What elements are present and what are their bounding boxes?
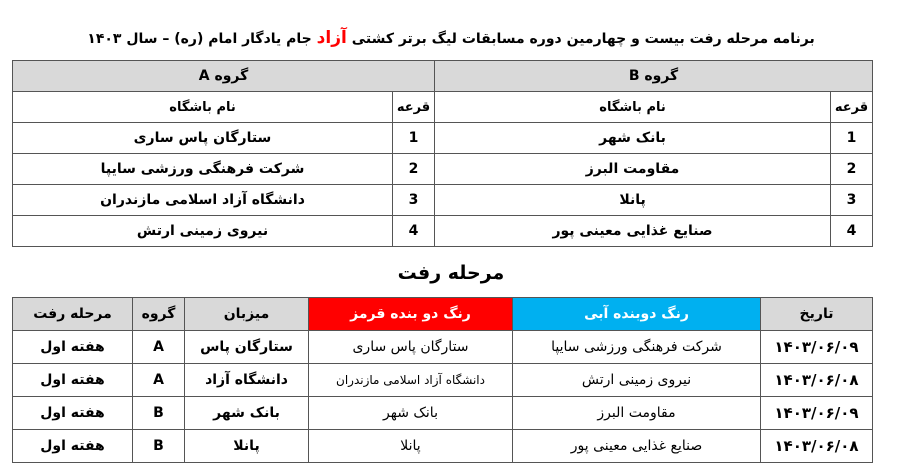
group-letter: A	[133, 364, 185, 397]
col-club-a: نام باشگاه	[13, 92, 393, 123]
group-letter: B	[133, 430, 185, 463]
col-blue-singlet: رنگ دوبنده آبی	[513, 298, 761, 331]
schedule-table	[12, 297, 873, 463]
col-draw-a: قرعه	[393, 92, 435, 123]
col-host: میزبان	[185, 298, 309, 331]
club-a: دانشگاه آزاد اسلامی مازندران	[13, 185, 393, 216]
draw-b: 1	[831, 123, 873, 154]
stage-week: هفته اول	[13, 430, 133, 463]
draw-a: 2	[393, 154, 435, 185]
group-b-title: گروه B	[435, 61, 873, 92]
club-a: شرکت فرهنگی ورزشی سایپا	[13, 154, 393, 185]
col-draw-b: قرعه	[831, 92, 873, 123]
red-team: ستارگان پاس ساری	[309, 331, 513, 364]
stage-week: هفته اول	[13, 397, 133, 430]
stage-week: هفته اول	[13, 331, 133, 364]
group-row	[13, 216, 873, 247]
schedule-row	[13, 331, 873, 364]
host-team: پانلا	[185, 430, 309, 463]
group-letter: B	[133, 397, 185, 430]
host-team: ستارگان پاس	[185, 331, 309, 364]
club-b: بانک شهر	[435, 123, 831, 154]
draw-a: 4	[393, 216, 435, 247]
title-before: برنامه مرحله رفت بیست و چهارمین دوره مسابقات لیگ برتر کشتی	[351, 31, 815, 47]
col-date: تاریخ	[761, 298, 873, 331]
col-group: گروه	[133, 298, 185, 331]
schedule-row	[13, 364, 873, 397]
col-red-singlet: رنگ دو بنده قرمز	[309, 298, 513, 331]
section-title: مرحله رفت	[397, 262, 505, 284]
red-team: بانک شهر	[309, 397, 513, 430]
club-a: نیروی زمینی ارتش	[13, 216, 393, 247]
draw-b: 4	[831, 216, 873, 247]
stage-week: هفته اول	[13, 364, 133, 397]
page-title	[0, 28, 902, 48]
blue-team: شرکت فرهنگی ورزشی سایپا	[513, 331, 761, 364]
draw-a: 3	[393, 185, 435, 216]
match-date: ۱۴۰۳/۰۶/۰۸	[761, 364, 873, 397]
blue-team: صنایع غذایی معینی پور	[513, 430, 761, 463]
match-date: ۱۴۰۳/۰۶/۰۹	[761, 397, 873, 430]
draw-a: 1	[393, 123, 435, 154]
blue-team: مقاومت البرز	[513, 397, 761, 430]
match-date: ۱۴۰۳/۰۶/۰۸	[761, 430, 873, 463]
title-after: جام یادگار امام (ره) – سال ۱۴۰۳	[87, 31, 312, 47]
club-b: مقاومت البرز	[435, 154, 831, 185]
group-a-title: گروه A	[13, 61, 435, 92]
group-row	[13, 185, 873, 216]
schedule-row	[13, 397, 873, 430]
red-team: پانلا	[309, 430, 513, 463]
col-stage: مرحله رفت	[13, 298, 133, 331]
schedule-header-row	[13, 298, 873, 331]
schedule-row	[13, 430, 873, 463]
col-club-b: نام باشگاه	[435, 92, 831, 123]
title-accent: آزاد	[316, 28, 347, 48]
group-row	[13, 123, 873, 154]
club-b: صنایع غذایی معینی پور	[435, 216, 831, 247]
club-a: ستارگان پاس ساری	[13, 123, 393, 154]
groups-subheader-row	[13, 92, 873, 123]
match-date: ۱۴۰۳/۰۶/۰۹	[761, 331, 873, 364]
red-team: دانشگاه آزاد اسلامی مازندران	[309, 364, 513, 397]
groups-table	[12, 60, 873, 247]
club-b: پانلا	[435, 185, 831, 216]
draw-b: 3	[831, 185, 873, 216]
blue-team: نیروی زمینی ارتش	[513, 364, 761, 397]
host-team: بانک شهر	[185, 397, 309, 430]
group-row	[13, 154, 873, 185]
groups-header-row	[13, 61, 873, 92]
group-letter: A	[133, 331, 185, 364]
draw-b: 2	[831, 154, 873, 185]
host-team: دانشگاه آزاد	[185, 364, 309, 397]
